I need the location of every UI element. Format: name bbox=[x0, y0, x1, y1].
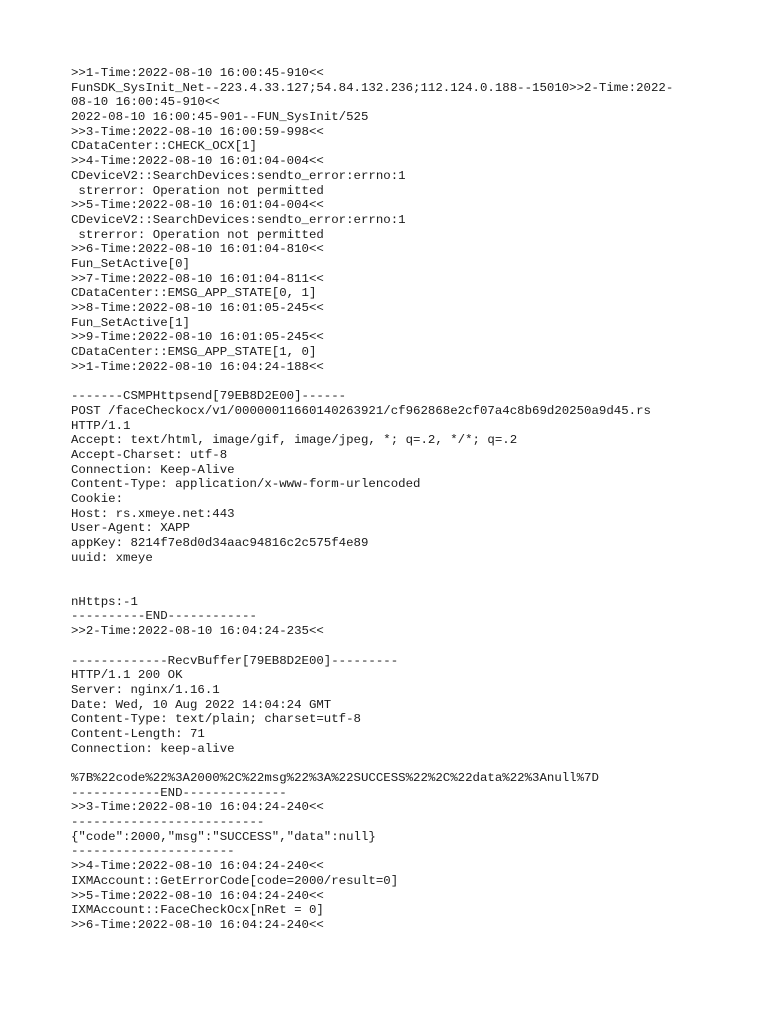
log-line: ------------END-------------- bbox=[71, 785, 287, 800]
log-line bbox=[71, 639, 731, 654]
log-line: -------CSMPHttpsend[79EB8D2E00]------ bbox=[71, 389, 347, 404]
log-line: IXMAccount::GetErrorCode[code=2000/result=0] bbox=[71, 873, 399, 888]
log-line: Server: nginx/1.16.1 bbox=[71, 682, 220, 697]
log-line: %7B%22code%22%3A2000%2C%22msg%22%3A%22SUCCESS%22%2C%22data%22%3Anull%7D bbox=[71, 771, 599, 785]
log-line: nHttps:-1 bbox=[71, 594, 138, 609]
log-line: CDeviceV2::SearchDevices:sendto_error:errno:1 bbox=[71, 168, 406, 183]
log-line: Host: rs.xmeye.net:443 bbox=[71, 506, 235, 521]
log-line: FunSDK_SysInit_Net--223.4.33.127;54.84.132.236;112.124.0.188--15010>>2-Time:2022- bbox=[71, 80, 674, 95]
log-line: ----------END------------ bbox=[71, 609, 257, 624]
log-line bbox=[71, 565, 731, 580]
log-line: Date: Wed, 10 Aug 2022 14:04:24 GMT bbox=[71, 697, 332, 712]
log-line: -------------------------- bbox=[71, 815, 265, 830]
log-line: >>4-Time:2022-08-10 16:04:24-240<< bbox=[71, 859, 324, 874]
log-line: -------------RecvBuffer[79EB8D2E00]--------- bbox=[71, 653, 399, 668]
log-line: >>7-Time:2022-08-10 16:01:04-811<< bbox=[71, 271, 324, 286]
log-line bbox=[71, 374, 731, 389]
log-line: strerror: Operation not permitted bbox=[71, 227, 324, 242]
log-line: >>3-Time:2022-08-10 16:00:59-998<< bbox=[71, 124, 324, 139]
log-line: CDataCenter::CHECK_OCX[1] bbox=[71, 139, 257, 154]
log-line: uuid: xmeye bbox=[71, 550, 153, 565]
log-line: HTTP/1.1 200 OK bbox=[71, 668, 183, 683]
log-line: Fun_SetActive[1] bbox=[71, 315, 190, 330]
log-line: Accept-Charset: utf-8 bbox=[71, 447, 228, 462]
log-line: CDataCenter::EMSG_APP_STATE[0, 1] bbox=[71, 286, 317, 301]
log-line: appKey: 8214f7e8d0d34aac94816c2c575f4e89 bbox=[71, 536, 369, 550]
log-line: >>5-Time:2022-08-10 16:04:24-240<< bbox=[71, 888, 324, 903]
log-line: Fun_SetActive[0] bbox=[71, 256, 190, 271]
log-line: Accept: text/html, image/gif, image/jpeg, *; q=.2, */*; q=.2 bbox=[71, 433, 518, 448]
log-line: >>1-Time:2022-08-10 16:00:45-910<< bbox=[71, 66, 324, 80]
log-line: Content-Type: text/plain; charset=utf-8 bbox=[71, 712, 361, 727]
log-line: HTTP/1.1 bbox=[71, 418, 131, 433]
log-line: Connection: keep-alive bbox=[71, 741, 235, 756]
log-line: Connection: Keep-Alive bbox=[71, 462, 235, 477]
log-document bbox=[71, 66, 731, 933]
log-line: >>1-Time:2022-08-10 16:04:24-188<< bbox=[71, 359, 324, 374]
log-line: >>5-Time:2022-08-10 16:01:04-004<< bbox=[71, 198, 324, 213]
log-line: ---------------------- bbox=[71, 844, 235, 859]
log-line: strerror: Operation not permitted bbox=[71, 183, 324, 198]
log-line: {"code":2000,"msg":"SUCCESS","data":null} bbox=[71, 829, 376, 844]
log-line: Content-Type: application/x-www-form-urlencoded bbox=[71, 477, 421, 492]
log-line: >>6-Time:2022-08-10 16:04:24-240<< bbox=[71, 917, 324, 932]
log-line: >>8-Time:2022-08-10 16:01:05-245<< bbox=[71, 301, 324, 315]
log-line: Cookie: bbox=[71, 491, 124, 506]
log-line: >>4-Time:2022-08-10 16:01:04-004<< bbox=[71, 154, 324, 169]
log-line: >>9-Time:2022-08-10 16:01:05-245<< bbox=[71, 330, 324, 345]
log-line: User-Agent: XAPP bbox=[71, 521, 190, 536]
log-line: CDeviceV2::SearchDevices:sendto_error:errno:1 bbox=[71, 212, 406, 227]
log-line: Content-Length: 71 bbox=[71, 726, 205, 741]
log-line: >>6-Time:2022-08-10 16:01:04-810<< bbox=[71, 242, 324, 257]
log-line bbox=[71, 756, 731, 771]
log-line: >>3-Time:2022-08-10 16:04:24-240<< bbox=[71, 800, 324, 815]
log-line: POST /faceCheckocx/v1/00000011660140263921/cf962868e2cf07a4c8b69d20250a9d45.rs bbox=[71, 403, 651, 418]
log-line bbox=[71, 580, 731, 595]
log-line: CDataCenter::EMSG_APP_STATE[1, 0] bbox=[71, 345, 317, 360]
log-line: 2022-08-10 16:00:45-901--FUN_SysInit/525 bbox=[71, 110, 369, 125]
log-line: IXMAccount::FaceCheckOcx[nRet = 0] bbox=[71, 903, 324, 918]
log-line: 08-10 16:00:45-910<< bbox=[71, 95, 220, 110]
log-line: >>2-Time:2022-08-10 16:04:24-235<< bbox=[71, 624, 324, 639]
